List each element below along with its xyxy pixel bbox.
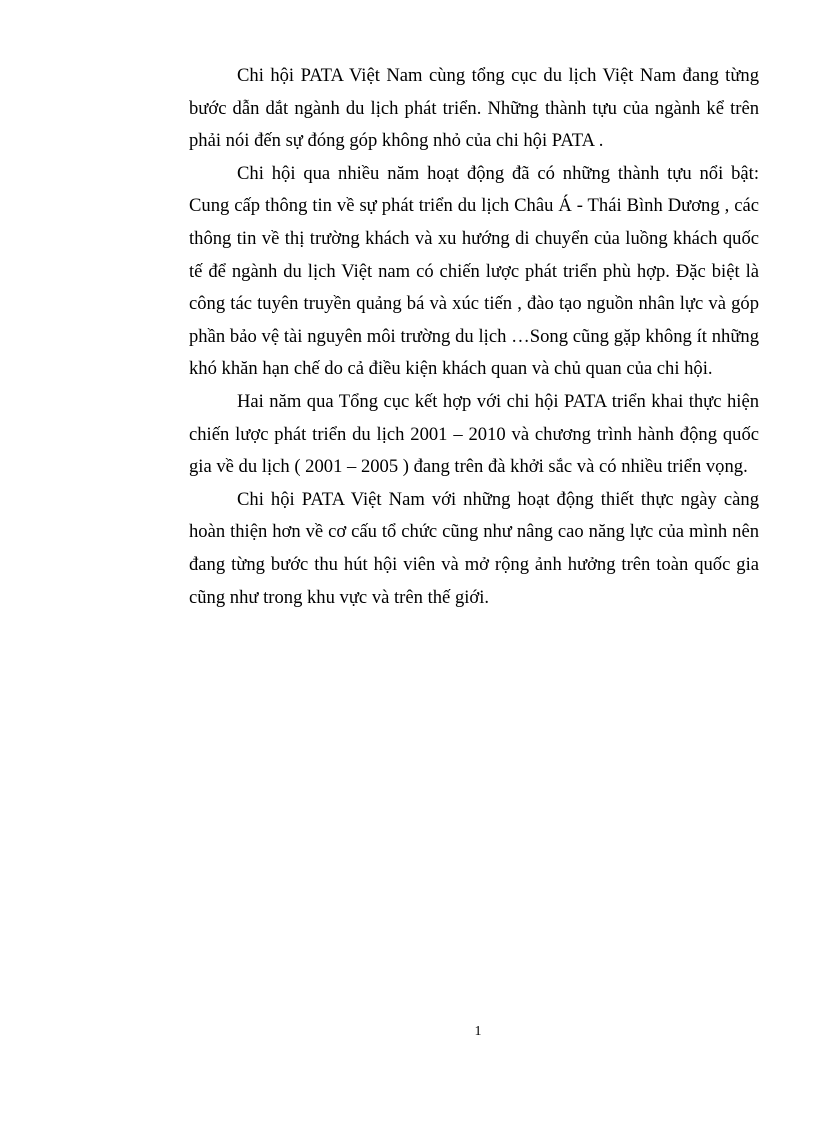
paragraph-3: Hai năm qua Tổng cục kết hợp với chi hội PATA triển khai thực hiện chiến lược phát triển du lịch 2001 – 2010 và chương trình hành động quốc gia về du lịch ( 2001 – 2005 ) đang trên đà khởi sắc và có nhiều triển vọng. [189, 390, 759, 478]
paragraph-1: Chi hội PATA Việt Nam cùng tổng cục du lịch Việt Nam đang từng bước dẫn dắt ngành du lịch phát triển. Những thành tựu của ngành kể trên phải nói đến sự đóng góp không nhỏ của chi hội PATA . [189, 65, 759, 152]
body-text [189, 60, 759, 614]
paragraph-4: Chi hội PATA Việt Nam với những hoạt động thiết thực ngày càng hoàn thiện hơn về cơ cấu tổ chức cũng như nâng cao năng lực của mình nên đang từng bước thu hút hội viên và mở rộng ảnh hưởng trên toàn quốc gia cũng như trong khu vực và trên thế giới. [189, 488, 759, 608]
page-number: 1 [474, 1024, 482, 1039]
paragraph-2: Chi hội qua nhiều năm hoạt động đã có những thành tựu nổi bật: Cung cấp thông tin về sự phát triển du lịch Châu Á - Thái Bình Dương , các thông tin về thị trường khách và xu hướng di chuyển của luồng khách quốc tế để ngành du lịch Việt nam có chiến lược phát triển phù hợp. Đặc biệt là công tác tuyên truyền quảng bá và xúc tiến , đào tạo nguồn nhân lực và góp phần bảo vệ tài nguyên môi trường du lịch …Song cũng gặp không ít những khó khăn hạn chế do cả điều kiện khách quan và chủ quan của chi hội. [189, 162, 759, 380]
